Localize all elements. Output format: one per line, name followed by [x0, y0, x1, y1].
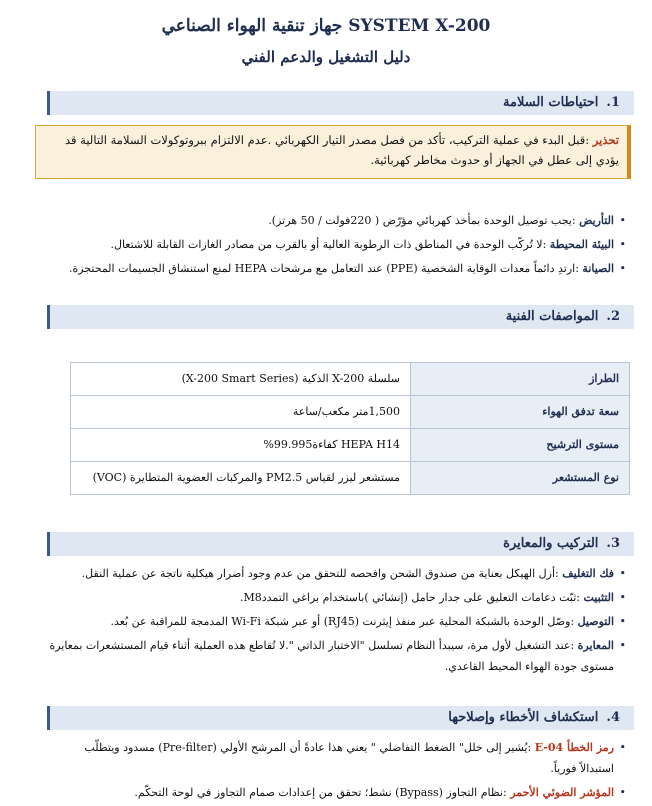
safety-list: [48, 210, 628, 282]
spec-key: الطراز: [411, 363, 630, 396]
item-label: المؤشر الضوئي الأحمر: [510, 786, 614, 799]
item-text: :يُشير إلى خلل" الضغط التفاضلي " يعني هذا عادةً أن المرشح الأولي (Pre-filter) مسدود ويتطلّب استبدالاً فورياً.: [84, 741, 614, 775]
spec-value: سلسلة X-200 الذكية (X-200 Smart Series): [71, 363, 411, 396]
list-item: [48, 611, 628, 632]
item-label: المعايرة: [577, 639, 614, 652]
spec-key: نوع المستشعر: [411, 462, 630, 495]
section-title: احتياطات السلامة: [503, 95, 599, 110]
item-text: :لا تُركّب الوحدة في المناطق ذات الرطوبة العالية أو بالقرب من مصادر الغازات القابلة للاشتعال.: [110, 238, 547, 251]
spec-value: 1,500متر مكعب/ساعة: [71, 396, 411, 429]
section-number: 4.: [606, 710, 620, 725]
list-item: [48, 563, 628, 584]
section-title: المواصفات الفنية: [505, 309, 599, 324]
item-text: :ثبّت دعامات التعليق على جدار حامل (إنشائي )باستخدام براغي التمددM8.: [239, 591, 580, 604]
item-text: :عند التشغيل لأول مرة، سيبدأ النظام تسلسل "الاختبار الذاتي ".لا تُقاطع هذه العملية أثناء قيام المستشعرات بمعايرة مستوى جودة الهواء المحيط القاعدي.: [49, 639, 614, 673]
item-label: التأريض: [579, 214, 614, 227]
list-item: [48, 635, 628, 677]
table-row: [71, 363, 630, 396]
spec-value: مستشعر ليزر لقياس PM2.5 والمركبات العضوية المتطايرة (VOC): [71, 462, 411, 495]
list-item: [48, 782, 628, 803]
item-text: :يجب توصيل الوحدة بمأخذ كهربائي مؤرّض ( 220فولت / 50 هرتز).: [268, 214, 576, 227]
document-subtitle: دليل التشغيل والدعم الفني: [241, 48, 411, 66]
section-title: استكشاف الأخطاء وإصلاحها: [448, 710, 599, 725]
specs-table: [70, 362, 630, 495]
list-item: [48, 210, 628, 231]
list-item: [48, 258, 628, 279]
spec-key: مستوى الترشيح: [411, 429, 630, 462]
list-item: [48, 737, 628, 779]
list-item: [48, 234, 628, 255]
section-number: 1.: [606, 95, 620, 110]
warning-text: :قبل البدء في عملية التركيب، تأكد من فصل مصدر التيار الكهربائي .عدم الالتزام ببروتوكولات السلامة التالية قد يؤدي إلى عطل في الجهاز أو حدوث مخاطر كهربائية.: [64, 133, 619, 167]
item-label: البيئة المحيطة: [549, 238, 614, 251]
warning-box: [35, 125, 631, 179]
item-text: :أزل الهيكل بعناية من صندوق الشحن وافحصه للتحقق من عدم وجود أضرار هيكلية ناتجة عن عملية النقل.: [81, 567, 559, 580]
section-number: 2.: [606, 309, 620, 324]
document-title: جهاز تنقية الهواء الصناعي SYSTEM X-200: [161, 16, 491, 36]
item-label: التوصيل: [577, 615, 614, 628]
section-number: 3.: [606, 536, 620, 551]
warning-label: تحذير: [592, 133, 619, 147]
item-label: فك التغليف: [562, 567, 614, 580]
section-heading-troubleshooting: [47, 706, 634, 730]
installation-list: [48, 563, 628, 680]
item-label: رمز الخطأ E-04: [534, 741, 614, 754]
section-heading-installation: [47, 532, 634, 556]
section-heading-safety: [47, 91, 634, 115]
item-text: :نظام التجاوز (Bypass) نشط؛ تحقق من إعدادات صمام التجاوز في لوحة التحكّم.: [134, 786, 507, 799]
item-label: الصيانة: [582, 262, 614, 275]
section-title: التركيب والمعايرة: [503, 536, 599, 551]
item-text: :ارتدِ دائماً معدات الوقاية الشخصية (PPE) عند التعامل مع مرشحات HEPA لمنع استنشاق الجسيمات المحتجزة.: [68, 262, 579, 275]
table-row: [71, 429, 630, 462]
table-row: [71, 396, 630, 429]
item-text: :وصّل الوحدة بالشبكة المحلية عبر منفذ إيثرنت (RJ45) أو عبر شبكة Wi-Fi المدمجة للمراقبة عن بُعد.: [110, 615, 575, 628]
section-heading-specs: [47, 305, 634, 329]
spec-value: HEPA H14 كفاءة99.995%: [71, 429, 411, 462]
item-label: التثبيت: [583, 591, 614, 604]
spec-key: سعة تدفق الهواء: [411, 396, 630, 429]
list-item: [48, 587, 628, 608]
table-row: [71, 462, 630, 495]
